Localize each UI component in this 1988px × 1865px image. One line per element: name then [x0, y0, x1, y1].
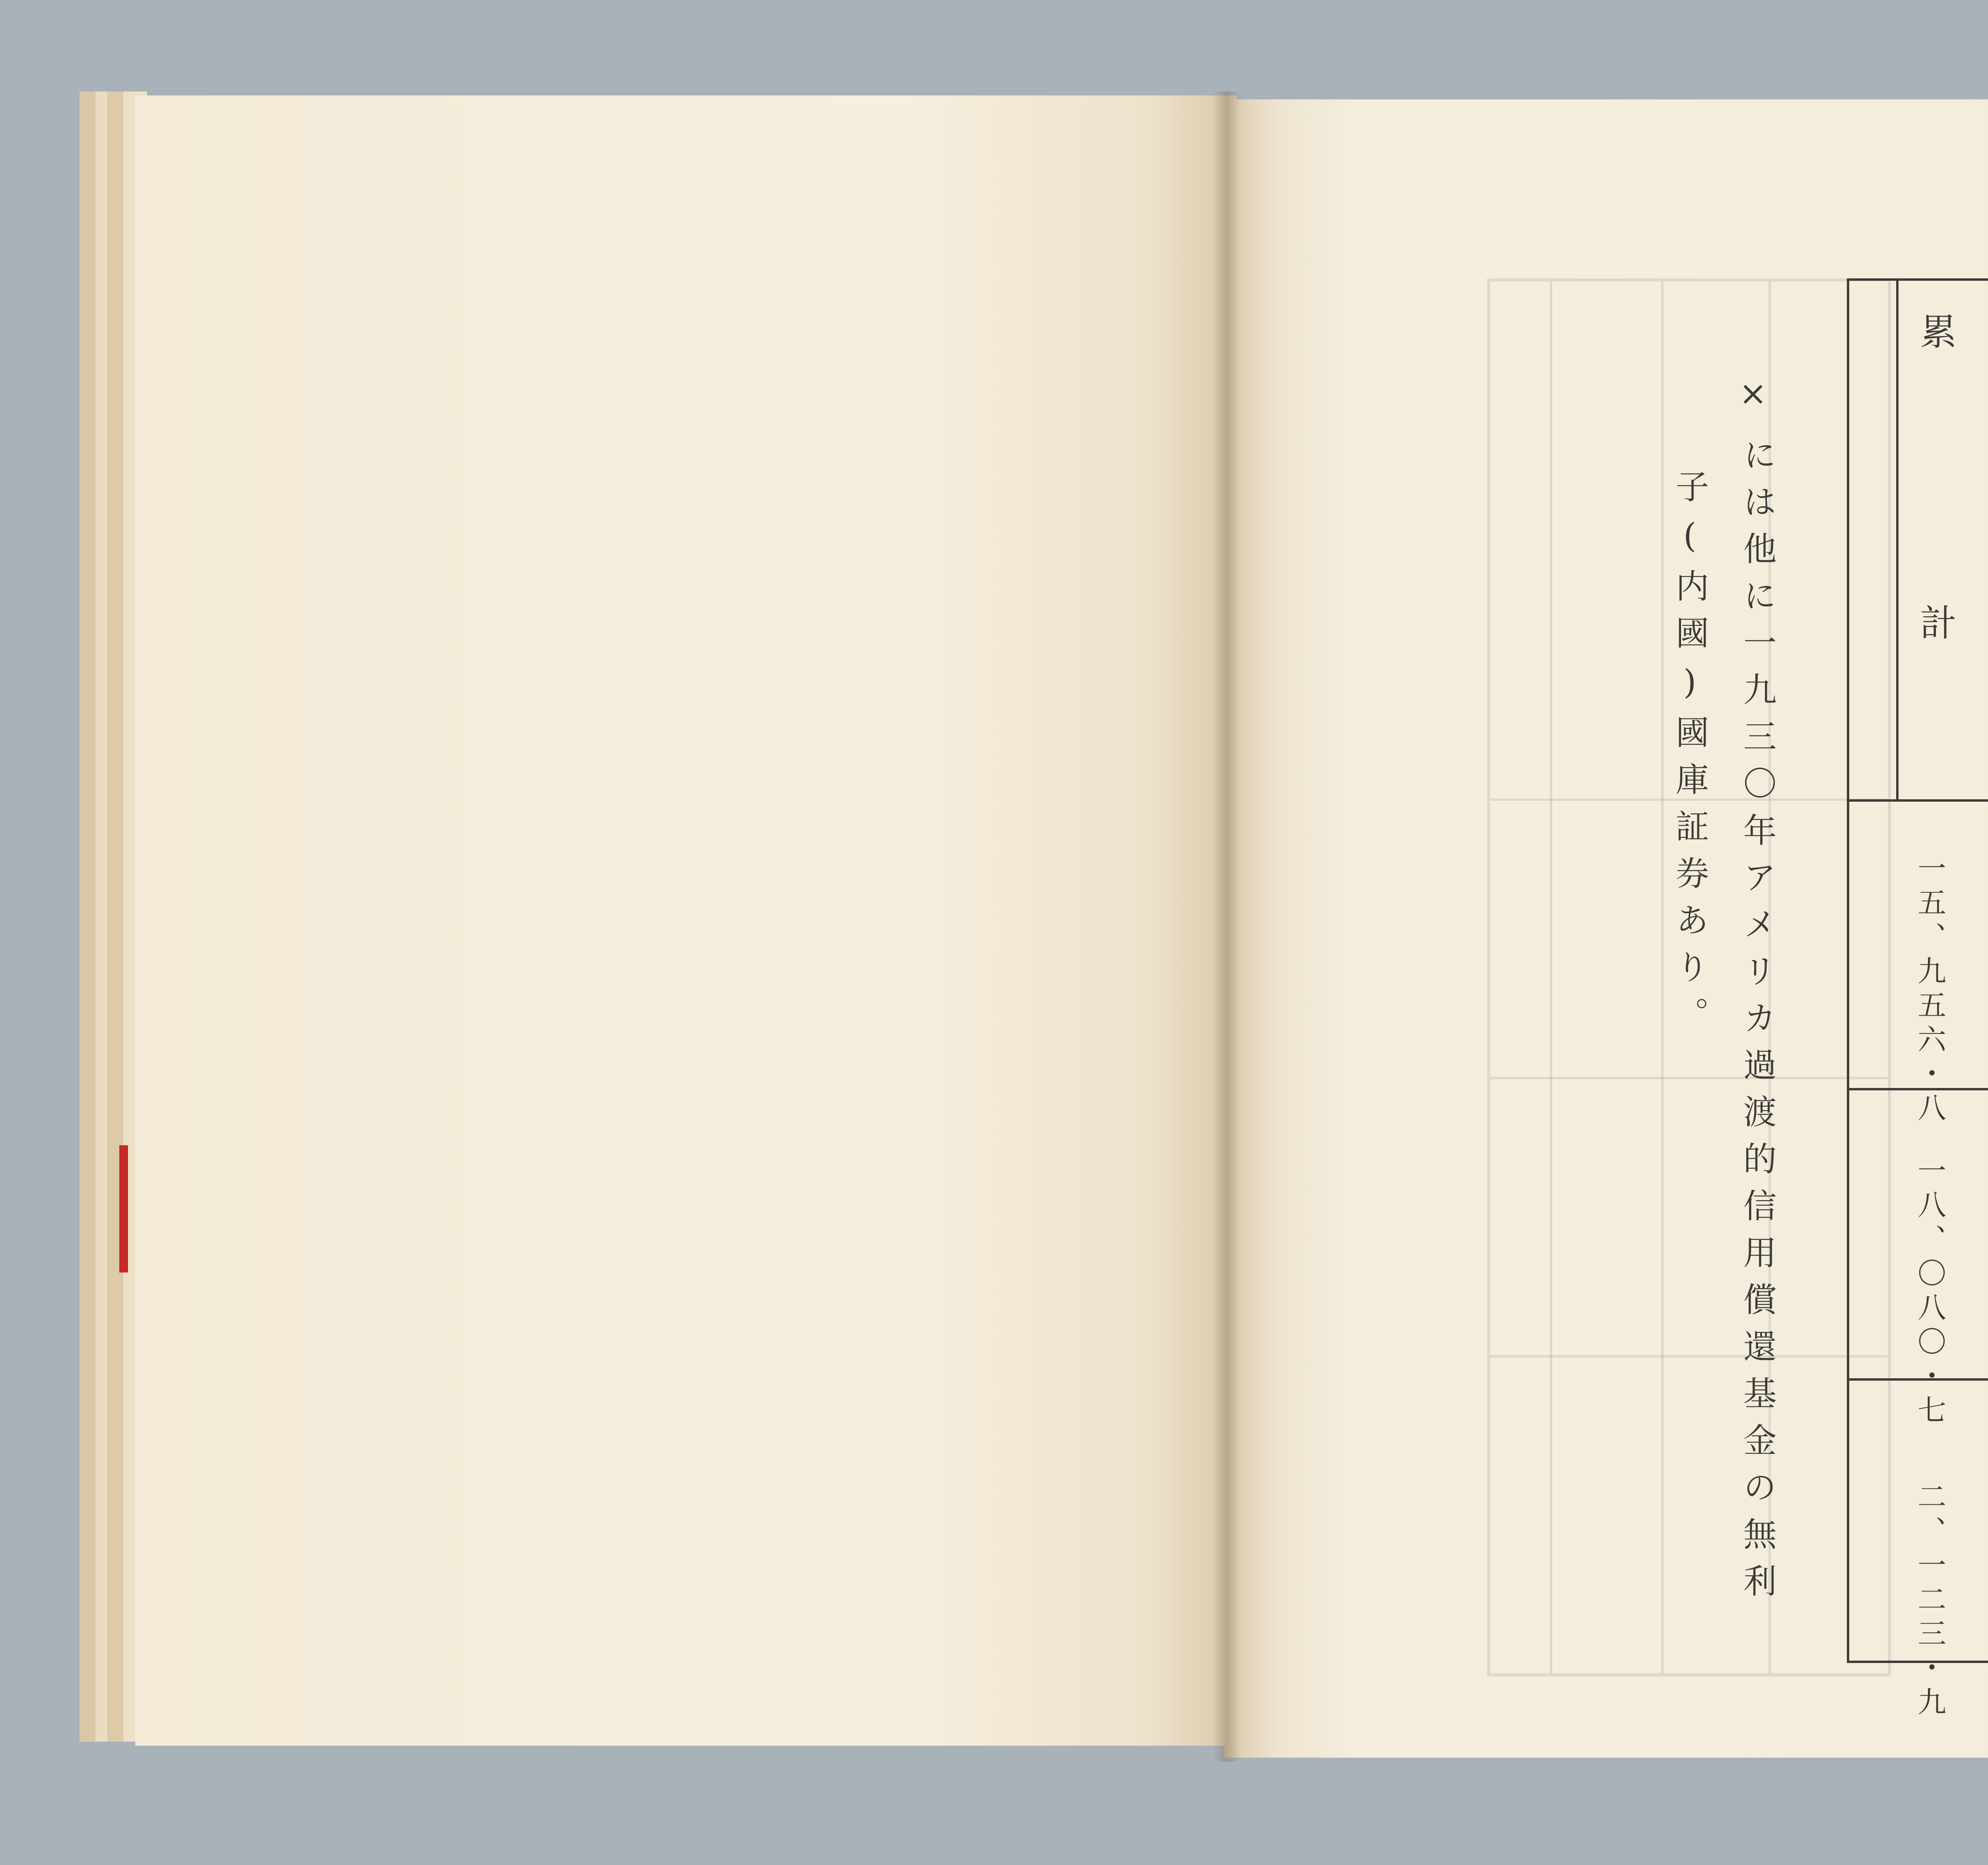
left-page-blank [135, 95, 1237, 1746]
footnote-line-2: 子(内國)國庫証券あり。 [1670, 469, 1709, 1043]
row-label [1984, 400, 1988, 708]
national-debt-table [1847, 278, 1988, 1721]
cell-value [1984, 933, 1988, 1136]
footnote-mark: × [1734, 374, 1773, 426]
row-label-total: 累計 [1914, 313, 1957, 895]
cell-value: 一五、九五六・八 [1913, 853, 1946, 1127]
cell-value: 一八、〇八〇・七 [1913, 1156, 1946, 1429]
cell-value [1984, 1215, 1988, 1418]
cell-value [1984, 1394, 1988, 1771]
book-gutter [1213, 91, 1241, 1762]
footnote-line-1: には他に一九三〇年アメリカ過渡的信用償還基金の無利 [1738, 437, 1777, 1611]
cell-value: 二、一二三・九 [1913, 1482, 1946, 1721]
red-tab-mark [119, 1145, 128, 1272]
